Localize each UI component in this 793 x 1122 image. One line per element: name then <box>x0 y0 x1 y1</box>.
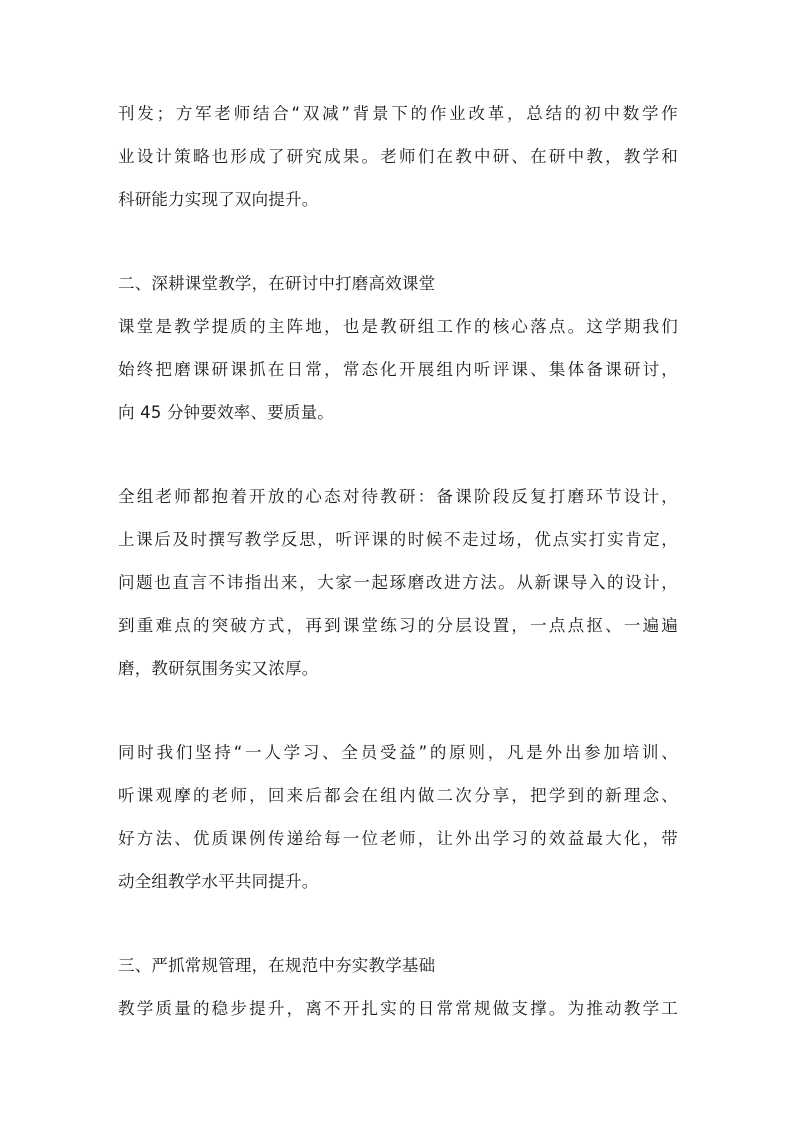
text-line: 刊发；方军老师结合“双减”背景下的作业改革，总结的初中数学作 <box>118 104 678 123</box>
text-line: 听课观摩的老师，回来后都会在组内做二次分享，把学到的新理念、 <box>118 786 678 805</box>
text-line: 科研能力实现了双向提升。 <box>118 190 319 209</box>
text-line: 教学质量的稳步提升，离不开扎实的日常常规做支撑。为推动教学工 <box>118 999 678 1018</box>
text-line: 到重难点的突破方式，再到课堂练习的分层设置，一点点抠、一遍遍 <box>118 616 678 635</box>
text-line: 好方法、优质课例传递给每一位老师，让外出学习的效益最大化，带 <box>118 829 678 848</box>
text-line: 同时我们坚持“一人学习、全员受益”的原则，凡是外出参加培训、 <box>118 743 678 762</box>
text-line: 动全组教学水平共同提升。 <box>118 872 319 891</box>
text-line: 始终把磨课研课抓在日常，常态化开展组内听评课、集体备课研讨， <box>118 360 678 379</box>
text-line: 向 45 分钟要效率、要质量。 <box>118 403 334 422</box>
text-line: 全组老师都抱着开放的心态对待教研：备课阶段反复打磨环节设计， <box>118 487 678 506</box>
section-heading: 二、深耕课堂教学，在研讨中打磨高效课堂 <box>118 274 436 293</box>
text-line: 上课后及时撰写教学反思，听评课的时候不走过场，优点实打实肯定， <box>118 530 678 549</box>
section-heading: 三、严抓常规管理，在规范中夯实教学基础 <box>118 956 436 975</box>
text-line: 磨，教研氛围务实又浓厚。 <box>118 659 319 678</box>
text-line: 课堂是教学提质的主阵地，也是教研组工作的核心落点。这学期我们 <box>118 317 678 336</box>
text-line: 问题也直言不讳指出来，大家一起琢磨改进方法。从新课导入的设计， <box>118 573 678 592</box>
text-line: 业设计策略也形成了研究成果。老师们在教中研、在研中教，教学和 <box>118 147 678 166</box>
